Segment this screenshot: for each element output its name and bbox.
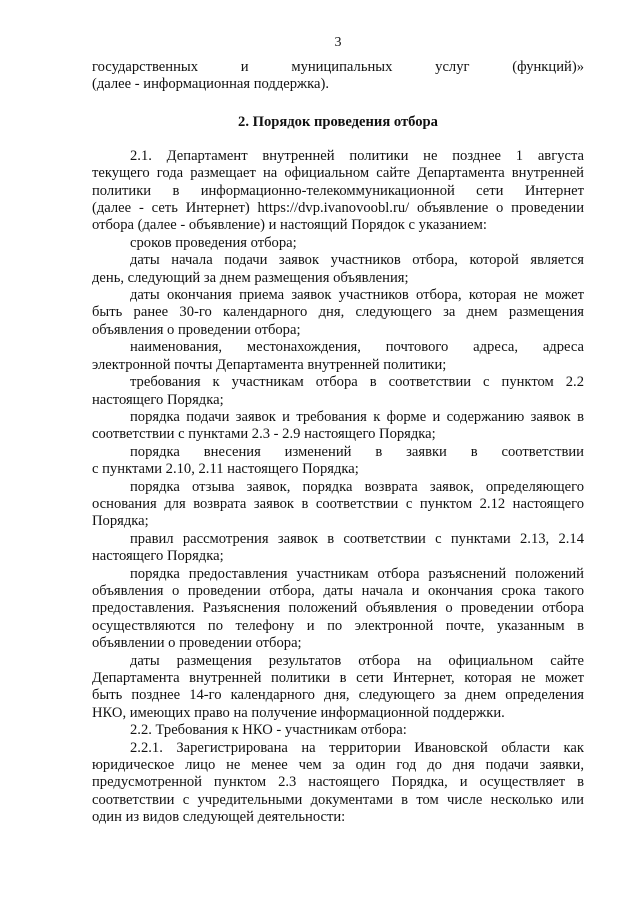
text-line: настоящего Порядка;: [92, 391, 224, 408]
text-line: правил рассмотрения заявок в соответствии с пунктами 2.13, 2.14: [130, 530, 584, 547]
text-line: объявлении о проведении отбора;: [92, 635, 302, 652]
text-line: осуществляются по телефону и по электронной почте, указанным в: [92, 617, 584, 634]
text-line: даты размещения результатов отбора на официальном сайте: [130, 652, 584, 669]
text-line: (далее - информационная поддержка).: [92, 76, 329, 93]
text-line: соответствии с пунктами 2.3 - 2.9 настоящего Порядка;: [92, 426, 436, 443]
text-line: основания для возврата заявок в соответствии с пунктом 2.12 настоящего: [92, 495, 584, 512]
text-line: порядка подачи заявок и требования к форме и содержанию заявок в: [130, 408, 584, 425]
text-line: наименования, местонахождения, почтового адреса, адреса: [130, 339, 584, 356]
text-line: 2.1. Департамент внутренней политики не позднее 1 августа: [130, 147, 584, 164]
text-line: текущего года размещает на официальном сайте Департамента внутренней: [92, 165, 584, 182]
text-line: порядка предоставления участникам отбора разъяснений положений: [130, 565, 584, 582]
text-line: электронной почты Департамента внутренней политики;: [92, 356, 447, 373]
text-line: Порядка;: [92, 513, 149, 530]
text-line: порядка отзыва заявок, порядка возврата заявок, определяющего: [130, 478, 584, 495]
text-line: день, следующий за днем размещения объявления;: [92, 269, 409, 286]
text-line: предусмотренной пунктом 2.3 настоящего Порядка, и осуществляет в: [92, 774, 584, 791]
text-line: порядка внесения изменений в заявки в соответствии: [130, 443, 584, 460]
text-line: предоставления. Разъяснения положений объявления о проведении отбора: [92, 600, 584, 617]
text-line: 2.2. Требования к НКО - участникам отбора:: [130, 722, 407, 739]
section-heading: 2. Порядок проведения отбора: [238, 113, 438, 130]
page-number: 3: [334, 35, 342, 50]
text-line: соответствии с учредительными документами в том числе несколько или: [92, 791, 584, 808]
text-line: юридическое лицо не менее чем за один год до дня подачи заявки,: [92, 757, 584, 774]
text-line: Департамента внутренней политики в сети Интернет, которая не может: [92, 670, 584, 686]
text-line: даты начала подачи заявок участников отбора, которой является: [130, 252, 584, 269]
text-line: 2.2.1. Зарегистрирована на территории Ивановской области как: [130, 739, 584, 756]
text-line: (далее - сеть Интернет) https://dvp.ivanovoobl.ru/ объявление о проведении: [92, 200, 584, 217]
text-line: быть ранее 30-го календарного дня, следующего за днем размещения: [92, 304, 584, 321]
text-line: один из видов следующей деятельности:: [92, 809, 346, 826]
text-line: настоящего Порядка;: [92, 548, 224, 565]
text-line: с пунктами 2.10, 2.11 настоящего Порядка;: [92, 461, 359, 478]
text-line: даты окончания приема заявок участников отбора, которая не может: [130, 287, 584, 304]
text-line: объявления о проведении отбора;: [92, 321, 301, 338]
document-page: [92, 34, 584, 827]
text-line: государственных и муниципальных услуг (функций)»: [92, 59, 584, 75]
text-line: отбора (далее - объявление) и настоящий Порядок с указанием:: [92, 217, 487, 234]
text-line: НКО, имеющих право на получение информационной поддержки.: [92, 704, 505, 721]
text-line: объявления о проведении отбора, даты начала и окончания срока такого: [92, 582, 584, 599]
text-line: политики в информационно-телекоммуникационной сети Интернет: [92, 182, 584, 199]
text-line: быть позднее 14-го календарного дня, следующего за днем определения: [92, 687, 584, 704]
text-line: требования к участникам отбора в соответствии с пунктом 2.2: [130, 374, 584, 391]
text-line: сроков проведения отбора;: [130, 234, 297, 251]
